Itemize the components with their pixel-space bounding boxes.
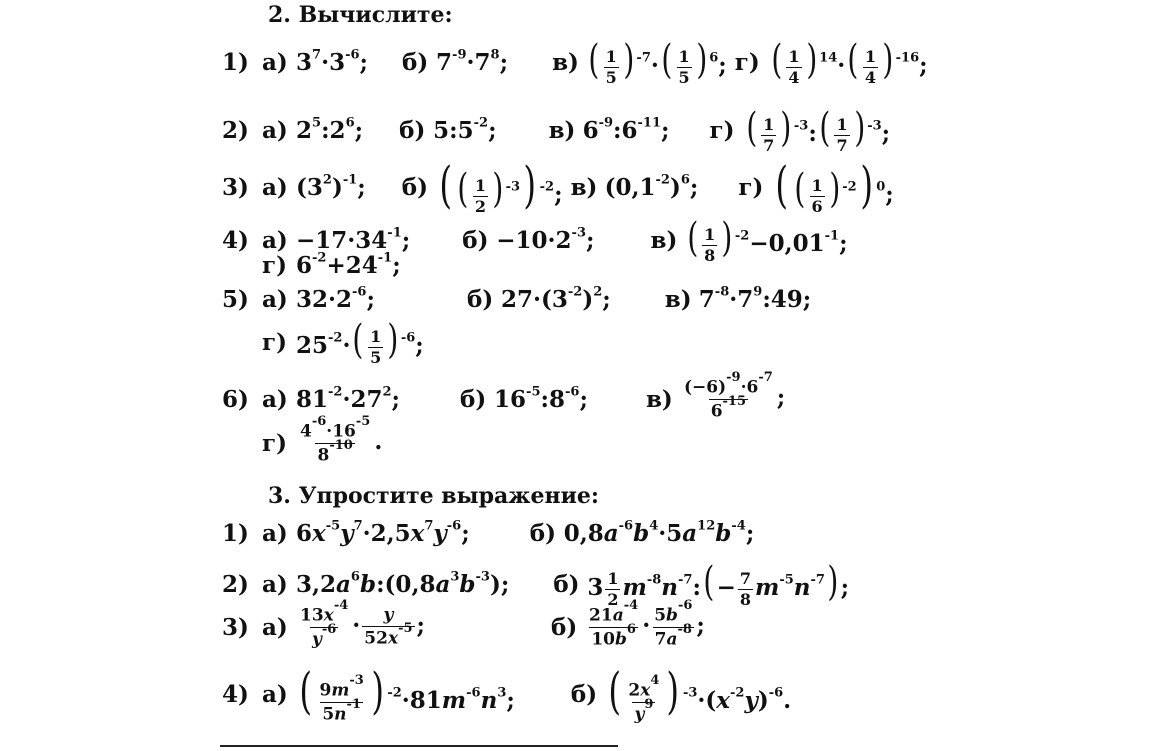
item-label: г) — [738, 173, 764, 201]
expression: $-17\cdot 34^{-1}$; — [296, 225, 411, 255]
item-label: б) — [570, 681, 598, 709]
item-label: а) — [262, 117, 288, 145]
item-label: а) — [262, 286, 288, 313]
item-label: б) — [399, 117, 426, 145]
divider-line — [220, 745, 618, 747]
item-label: в) — [645, 385, 673, 413]
expression: ( ( $\frac{1}{2}$ ) $^{-3}$) $^{-2}$; — [439, 156, 563, 216]
expression: $0,8a^{-6}b^4\cdot 5a^{12}b^{-4}$; — [563, 518, 755, 547]
expression: $7^{-9}\cdot 7^8$; — [436, 47, 509, 77]
row-number: 3) — [222, 613, 249, 641]
item-label: в) — [664, 286, 692, 313]
exercise-2-5g — [262, 317, 424, 367]
expression: $(0,1^{-2})^6$; — [604, 172, 699, 201]
expression: $\frac{21a^{-4}}{10b^6}$ · $\frac{5b^{-6}}{7a^{-8}}$ ; — [589, 598, 705, 650]
row-number: 2) — [222, 571, 249, 599]
expression: $\frac{13x^{-4}}{y^{-6}}$ · $\frac{y}{52x^{-5}}$ ; — [300, 598, 426, 650]
expression: $2^5:2^6$; — [296, 115, 364, 145]
expression: $32\cdot 2^{-6}$; — [296, 284, 375, 313]
expression: $(3^2)^{-1}$; — [296, 172, 366, 201]
item-label: г) — [262, 429, 287, 457]
exercise-2-3 — [222, 156, 894, 216]
row-number: 2) — [222, 117, 249, 145]
expression: ( $\frac{1}{7}$ ) $^{-3}$:( $\frac{1}{7}$ ) $^{-3}$; — [745, 105, 891, 155]
expression: $3,2a^6b:(0,8a^3b^{-3})$; — [296, 569, 510, 599]
expression: $\frac{4^{-6}\cdot 16^{-5}}{8^{-10}}$ . — [300, 414, 383, 466]
item-label: в) — [570, 173, 598, 201]
row-number: 3) — [222, 173, 249, 201]
item-label: б) — [553, 571, 580, 599]
item-label: а) — [262, 173, 288, 201]
expression: $5:5^{-2}$; — [433, 115, 497, 145]
section-2-title: 2. Вычислите: — [268, 2, 453, 28]
expression: $3^7\cdot 3^{-6}$; — [296, 47, 369, 77]
expression: $16^{-5}:8^{-6}$; — [494, 384, 588, 413]
exercise-2-5 — [222, 284, 812, 313]
exercise-2-1 — [222, 37, 928, 87]
item-label: г) — [262, 329, 287, 357]
expression: 3 $\frac{1}{2}$ $m^{-8}n^{-7}$:( − $\frac{7}{8}$ $m^{-5}n^{-7}$) ; — [587, 559, 850, 609]
expression: ( $\frac{1}{5}$ ) $^{-7}$·( $\frac{1}{5}$ ) $^6$; — [588, 37, 727, 87]
item-label: в) — [548, 117, 576, 145]
item-label: а) — [262, 227, 288, 255]
item-label: б) — [462, 227, 489, 255]
expression: ( $\frac{1}{8}$ ) $^{-2}-0,01^{-1}$; — [686, 215, 848, 265]
item-label: г) — [734, 49, 760, 77]
row-number: 1) — [222, 49, 249, 77]
item-label: а) — [262, 520, 288, 547]
item-label: б) — [529, 520, 556, 547]
row-number: 5) — [222, 286, 249, 313]
exercise-2-2 — [222, 105, 891, 155]
item-label: б) — [402, 49, 429, 77]
expression: ( $\frac{9m^{-3}}{5n^{-1}}$ ) $^{-2}\cdot 81m^{-6}n^3$; — [299, 662, 515, 725]
item-label: б) — [466, 286, 494, 313]
expression: $7^{-8}\cdot 7^9:49$; — [698, 284, 812, 313]
item-label: г) — [262, 252, 287, 279]
row-number: 4) — [222, 681, 249, 709]
item-label: б) — [551, 613, 578, 641]
exercise-2-4g — [262, 250, 401, 279]
exercise-2-6g — [262, 414, 383, 466]
expression: $25^{-2}\cdot$( $\frac{1}{5}$ ) $^{-6}$; — [296, 317, 424, 367]
expression: $6x^{-5}y^7\cdot 2,5x^7y^{-6}$; — [296, 518, 470, 547]
item-label: а) — [262, 681, 288, 709]
item-label: г) — [709, 117, 735, 145]
exercise-3-4 — [222, 662, 792, 725]
item-label: а) — [262, 385, 288, 413]
exercise-3-3 — [222, 598, 705, 650]
expression: $6^{-2}+24^{-1}$; — [296, 250, 401, 279]
item-label: а) — [262, 571, 288, 599]
expression: $27\cdot(3^{-2})^2$; — [500, 284, 611, 313]
section-3-title: 3. Упростите выражение: — [268, 483, 599, 509]
row-number: 4) — [222, 227, 249, 255]
expression: ( $\frac{1}{4}$ ) $^{14}$·( $\frac{1}{4}$ ) $^{-16}$; — [771, 37, 928, 87]
exercise-3-2 — [222, 559, 850, 609]
item-label: в) — [552, 49, 579, 77]
expression: $81^{-2}\cdot 27^2$; — [296, 384, 401, 413]
row-number: 6) — [222, 385, 249, 413]
expression: ( ( $\frac{1}{6}$ ) $^{-2}$) $^0$; — [775, 156, 894, 216]
expression: $\frac{(-6)^{-9}\cdot 6^{-7}}{6^{-15}}$ ; — [683, 370, 786, 422]
expression: $6^{-9}:6^{-11}$; — [582, 115, 670, 145]
expression: ( $\frac{2x^4}{y^9}$ ) $^{-3}\cdot(x^{-2}y)^{-6}$. — [608, 662, 792, 725]
item-label: а) — [262, 613, 288, 641]
item-label: в) — [650, 227, 678, 255]
expression: $-10\cdot 2^{-3}$; — [496, 225, 595, 255]
item-label: б) — [401, 173, 429, 201]
exercise-3-1 — [222, 518, 755, 547]
exercise-2-6 — [222, 370, 786, 422]
row-number: 1) — [222, 520, 249, 547]
item-label: а) — [262, 49, 288, 77]
item-label: б) — [460, 385, 487, 413]
